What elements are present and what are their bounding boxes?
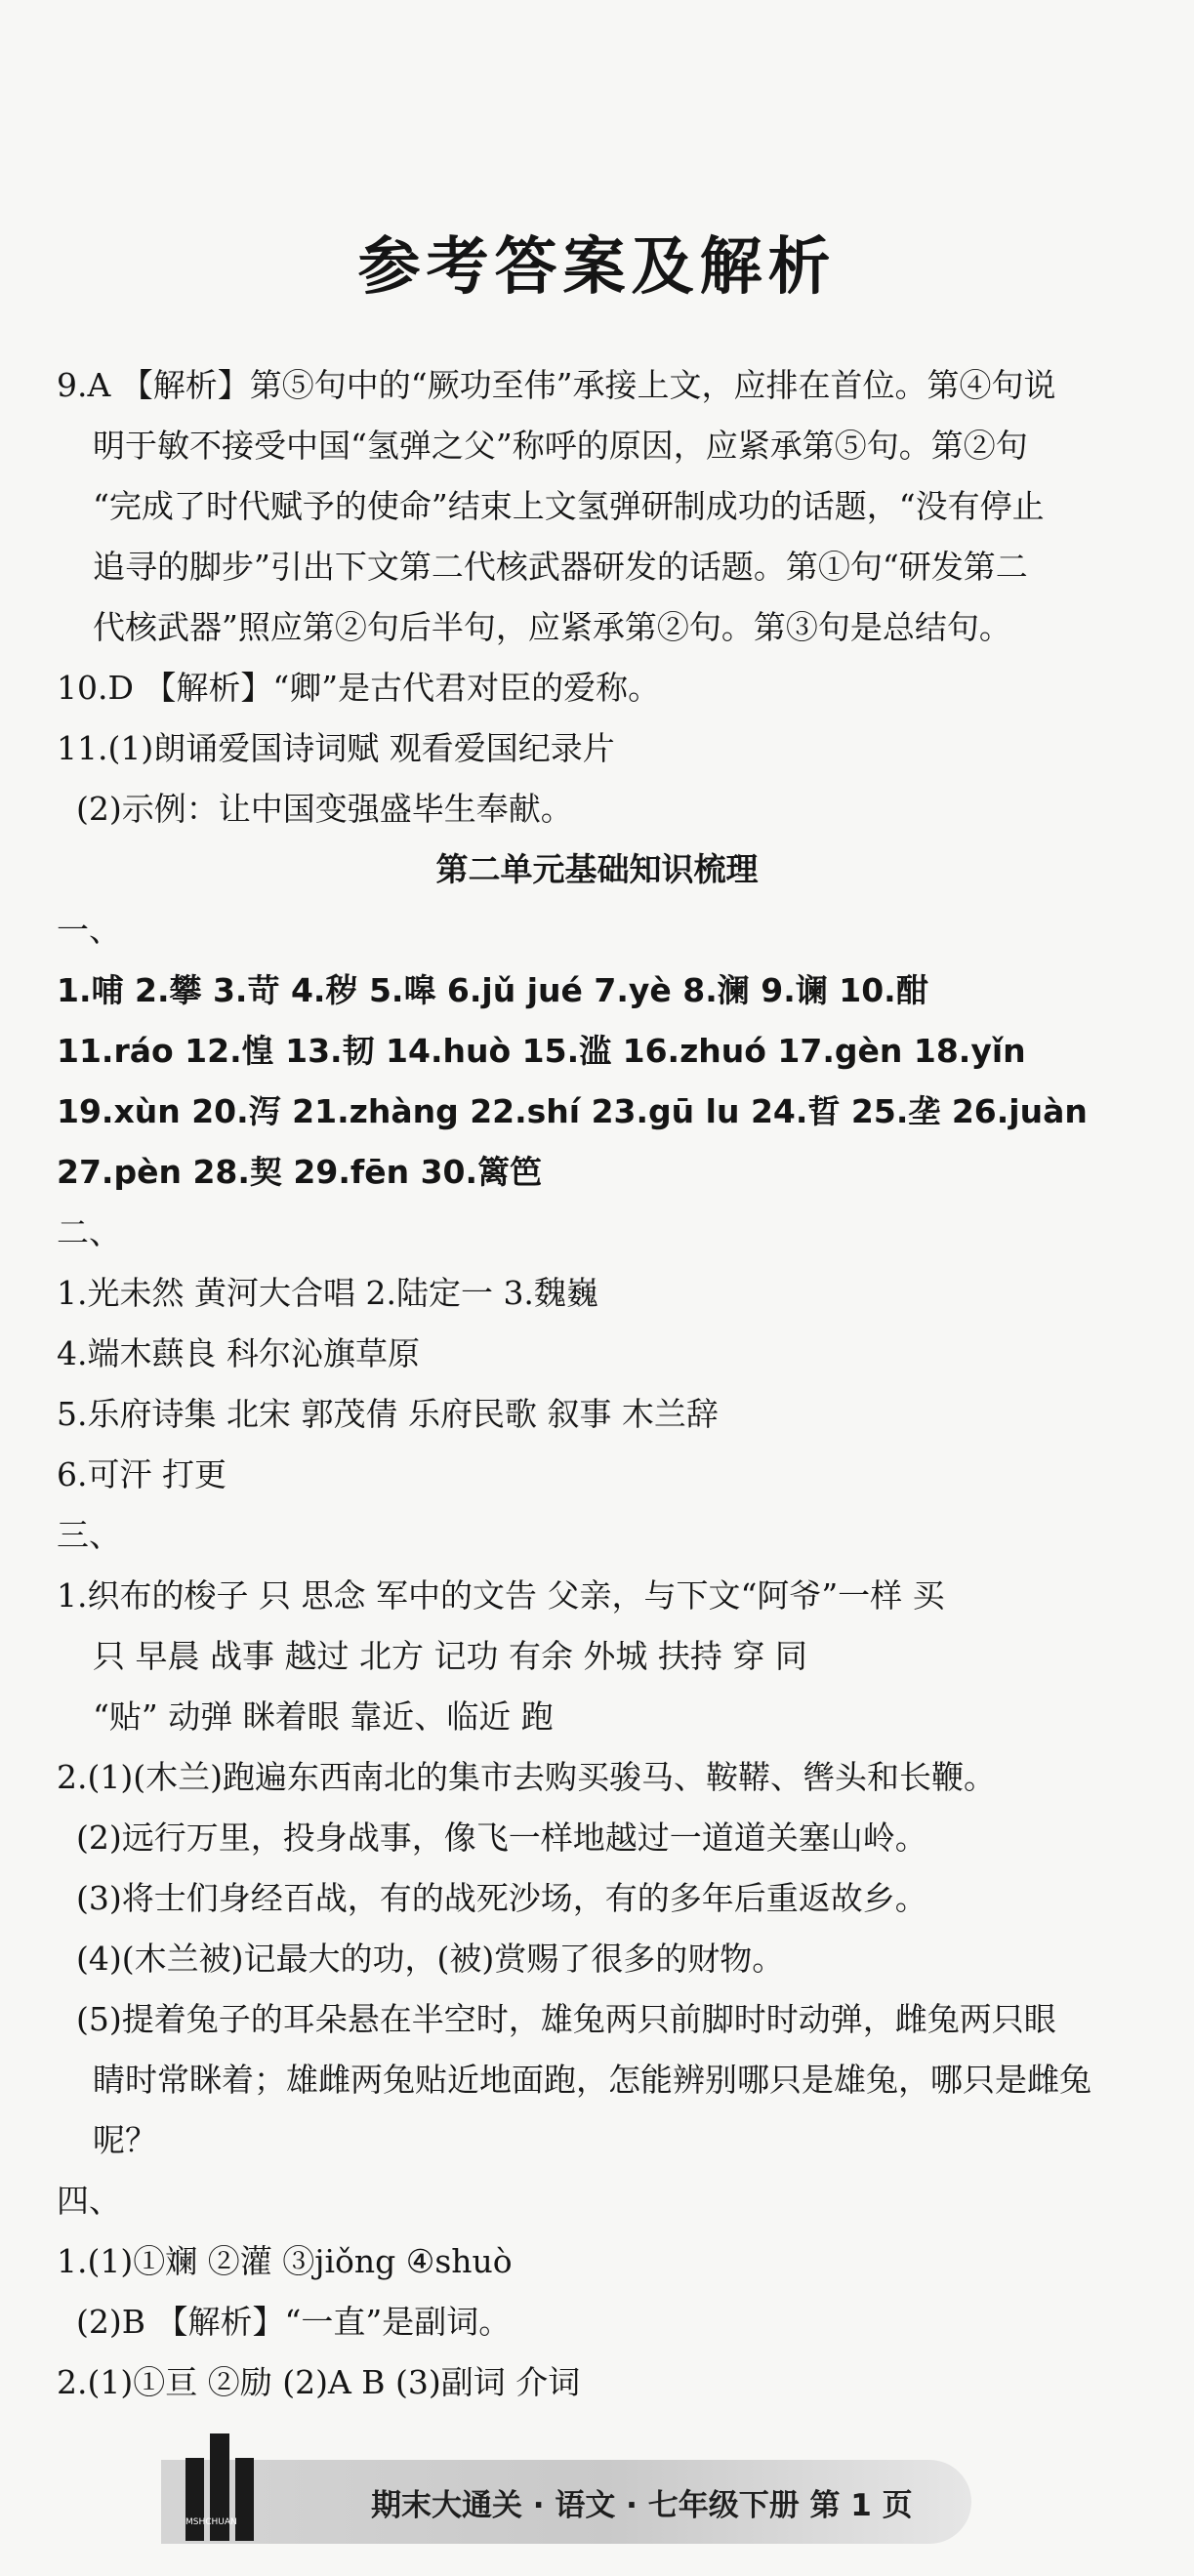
q11-line-1: 11.(1)朗诵爱国诗词赋 观看爱国纪录片 [57, 729, 615, 767]
part3-row-6: (3)将士们身经百战，有的战死沙场，有的多年后重返故乡。 [76, 1879, 927, 1917]
logo-text: MSHCHUAN [185, 2517, 237, 2527]
part3-row-5: (2)远行万里，投身战事，像飞一样地越过一道道关塞山岭。 [76, 1819, 927, 1857]
part3-row-8: (5)提着兔子的耳朵悬在半空时，雄兔两只前脚时时动弹，雌兔两只眼 [76, 2000, 1056, 2038]
section-title: 第二单元基础知识梳理 [435, 850, 759, 888]
part3-row-4: 2.(1)(木兰)跑遍东西南北的集市去购买骏马、鞍鞯、辔头和长鞭。 [57, 1758, 996, 1796]
q9-line-5: 代核武器”照应第②句后半句，应紧承第②句。第③句是总结句。 [93, 608, 1011, 646]
part3-row-9: 睛时常眯着；雄雌两兔贴近地面跑，怎能辨别哪只是雄兔，哪只是雌兔 [93, 2061, 1091, 2099]
part2-row-3: 5.乐府诗集 北宋 郭茂倩 乐府民歌 叙事 木兰辞 [57, 1395, 719, 1433]
part2-row-2: 4.端木蕻良 科尔沁旗草原 [57, 1334, 420, 1372]
part1-row-2: 11.ráo 12.惶 13.韧 14.huò 15.滥 16.zhuó 17.gèn 18.yǐn [57, 1032, 1026, 1070]
part1-label: 一、 [57, 911, 121, 949]
part1-row-3: 19.xùn 20.泻 21.zhàng 22.shí 23.gū lu 24.晢 25.垄 26.juàn [57, 1092, 1088, 1130]
part2-row-4: 6.可汗 打更 [57, 1455, 226, 1493]
q9-line-2: 明于敏不接受中国“氢弹之父”称呼的原因，应紧承第⑤句。第②句 [93, 427, 1028, 465]
q9-line-1: 9.A 【解析】第⑤句中的“厥功至伟”承接上文，应排在首位。第④句说 [57, 366, 1056, 404]
footer-text: 期末大通关 · 语文 · 七年级下册 第 1 页 [371, 2487, 913, 2523]
page-footer [161, 2460, 971, 2544]
part4-row-1: 1.(1)①斓 ②灌 ③jiǒng ④shuò [57, 2242, 513, 2280]
part3-row-1: 1.织布的梭子 只 思念 军中的文告 父亲，与下文“阿爷”一样 买 [57, 1576, 945, 1615]
part4-row-3: 2.(1)①亘 ②励 (2)A B (3)副词 介词 [57, 2363, 581, 2401]
part3-row-10: 呢？ [93, 2121, 157, 2159]
page-title: 参考答案及解析 [357, 231, 837, 304]
q9-line-3: “完成了时代赋予的使命”结束上文氢弹研制成功的话题，“没有停止 [93, 487, 1045, 525]
part4-row-2: (2)B 【解析】“一直”是副词。 [76, 2303, 512, 2341]
part3-row-2: 只 早晨 战事 越过 北方 记功 有余 外城 扶持 穿 同 [93, 1637, 807, 1675]
publisher-logo [185, 2433, 254, 2541]
part1-row-4: 27.pèn 28.契 29.fēn 30.篱笆 [57, 1153, 543, 1191]
part1-row-1: 1.哺 2.攀 3.苛 4.秽 5.嗥 6.jǔ jué 7.yè 8.澜 9.谰 10.酣 [57, 971, 928, 1009]
part3-label: 三、 [57, 1516, 121, 1554]
q9-line-4: 追寻的脚步”引出下文第二代核武器研发的话题。第①句“研发第二 [93, 548, 1028, 586]
part2-row-1: 1.光未然 黄河大合唱 2.陆定一 3.魏巍 [57, 1274, 598, 1312]
part2-label: 二、 [57, 1213, 121, 1251]
q10-line: 10.D 【解析】“卿”是古代君对臣的爱称。 [57, 669, 661, 707]
part3-row-7: (4)(木兰被)记最大的功，(被)赏赐了很多的财物。 [76, 1940, 785, 1978]
part3-row-3: “贴” 动弹 眯着眼 靠近、临近 跑 [93, 1697, 554, 1736]
q11-line-2: (2)示例：让中国变强盛毕生奉献。 [76, 790, 573, 828]
part4-label: 四、 [57, 2182, 121, 2220]
